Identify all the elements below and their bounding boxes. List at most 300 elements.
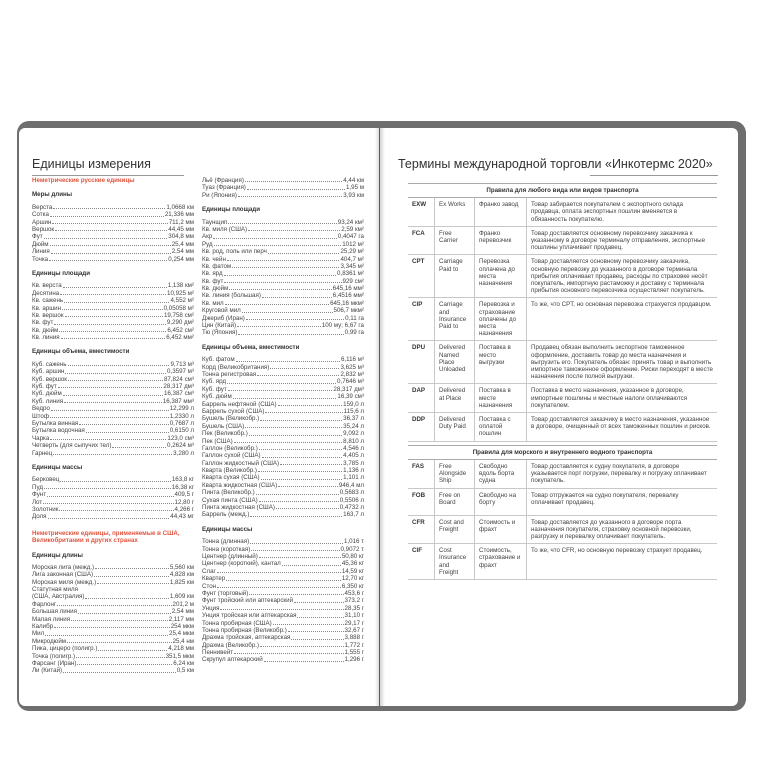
dot-leader <box>250 546 340 553</box>
dot-leader <box>290 634 344 641</box>
unit-name: Пинта (Великобр.) <box>202 489 255 497</box>
dot-leader <box>48 256 168 263</box>
unit-value: 2,832 м³ <box>340 371 364 379</box>
dot-leader <box>267 248 341 255</box>
unit-name: Кв. аршин <box>32 304 62 312</box>
term-description: Товар доставляется основному перевозчику заказчика к указанному в договоре терминалу отправления, экспортные пошлины уплачивает продавец. <box>526 227 717 255</box>
term-name: Delivered Duty Paid <box>434 413 474 441</box>
unit-name: Кварта сухая (США) <box>202 474 260 482</box>
unit-name: Дюйм <box>32 240 49 248</box>
unit-name: Малая линия <box>32 615 71 623</box>
unit-row <box>32 660 194 667</box>
unit-value: 8,810 л <box>343 437 364 445</box>
unit-value: 12,80 г <box>174 498 194 506</box>
unit-value: 0,8361 м² <box>337 270 364 278</box>
unit-value: 6,350 кг <box>341 582 364 590</box>
unit-row <box>32 564 194 571</box>
dot-leader <box>244 177 343 184</box>
unit-name: Фунт тройский или аптекарский <box>202 597 294 605</box>
unit-name: Чарка <box>32 434 50 442</box>
dot-leader <box>93 571 170 578</box>
unit-value: 12,70 кг <box>341 575 364 583</box>
term-description: Товар забирается покупателем с экспортного склада продавца, оплата экспортных пошлин вменяется в обязанность покупателю. <box>526 198 717 226</box>
term-name: Delivered Named Place Unloaded <box>434 341 474 383</box>
dot-leader <box>216 568 342 575</box>
dot-leader <box>49 211 165 218</box>
dot-leader <box>263 656 345 663</box>
term-name: Cost Insurance and Freight <box>434 544 474 579</box>
unit-value: 506,7 мкм² <box>333 307 364 315</box>
term-name: Free Alongside Ship <box>434 460 474 488</box>
unit-row <box>202 233 364 240</box>
unit-name: Пинта жидкостная (США) <box>202 504 275 512</box>
group-header: Правила для любого вида или видов транспорта <box>408 183 717 198</box>
unit-value: 254 мкм <box>170 623 194 631</box>
dot-leader <box>64 312 164 319</box>
term-name: Carriage and Insurance Paid to <box>434 298 474 340</box>
unit-value: 44,43 мг <box>170 513 194 521</box>
unit-value: 0,5683 л <box>339 489 364 497</box>
unit-row <box>32 334 194 341</box>
term-name: Delivered at Place <box>434 384 474 412</box>
unit-value: 1012 м² <box>342 240 364 248</box>
unit-value: 25,29 м² <box>340 248 364 256</box>
unit-name: Руд <box>202 240 213 248</box>
term-description: Товар доставляется до указанного в договоре порта назначения покупателя, страховку основной перевозки, разгрузку и перевалку оплачивает покупатель. <box>526 516 717 544</box>
unit-value: 1,95 м <box>345 184 364 192</box>
unit-name: Калибр <box>32 623 54 631</box>
book-gutter <box>375 128 385 706</box>
section-heading: Неметрические единицы, применяемые в США, Великобритании и других странах <box>32 529 180 545</box>
term-name: Free Carrier <box>434 227 474 255</box>
unit-name: Вершок <box>32 225 55 233</box>
dot-leader <box>259 415 343 422</box>
unit-value: 36,37 л <box>343 415 364 423</box>
unit-name: Кв. миля (США) <box>202 225 248 233</box>
unit-value: 453,6 г <box>344 589 364 597</box>
unit-row <box>32 405 194 412</box>
dot-leader <box>227 219 337 226</box>
unit-name: Кв. фут <box>32 319 54 327</box>
unit-row <box>202 177 364 184</box>
unit-name: Слаг <box>202 567 216 575</box>
unit-row <box>32 623 194 630</box>
dot-leader <box>247 226 341 233</box>
unit-value: 12,299 л <box>169 405 194 413</box>
unit-name: Галлон жидкостный (США) <box>202 459 280 467</box>
unit-row <box>202 322 364 329</box>
term-translation: Свободно на борту <box>474 489 526 515</box>
unit-row <box>202 401 364 408</box>
unit-row <box>32 653 194 660</box>
unit-name: Джериб (Иран) <box>202 314 245 322</box>
unit-row <box>32 305 194 312</box>
unit-row <box>202 460 364 467</box>
unit-value: 29,17 г <box>344 619 364 627</box>
unit-name: Фарсанг (Иран) <box>32 660 77 667</box>
unit-name: Фунт (торговый) <box>202 589 249 597</box>
dot-leader <box>249 538 344 545</box>
unit-row <box>202 538 364 545</box>
unit-value: 25,4 нм <box>172 637 194 645</box>
unit-name: Скрупул аптекарский <box>202 656 263 664</box>
unit-name: Тонна пробирная (Великобр.) <box>202 626 287 634</box>
unit-name: Штоф <box>32 412 49 420</box>
term-translation: Перевозка оплачена до места назначения <box>474 255 526 297</box>
unit-value: 0,9072 т <box>340 545 364 553</box>
unit-name: Кварта жидкостная (США) <box>202 481 278 489</box>
dot-leader <box>272 620 345 627</box>
table-row <box>408 384 717 413</box>
term-code: CFR <box>412 518 425 526</box>
incoterms-table <box>408 180 717 580</box>
table-row <box>408 198 717 227</box>
dot-leader <box>52 450 173 457</box>
unit-name: Куб. аршин <box>32 368 65 376</box>
unit-name: Бушель (США) <box>202 422 245 430</box>
unit-value: 25,4 мм <box>171 240 194 248</box>
unit-name: Пек (Великобр.) <box>202 430 248 438</box>
dot-leader <box>57 383 164 390</box>
unit-row <box>202 192 364 199</box>
unit-value: 3,625 м³ <box>340 363 364 371</box>
term-description: Продавец обязан выполнить экспортное таможенное оформление, доставить товар до места назначения и выгрузить его. Покупатель обязан: принять товар и выполнить импортное таможенное оформление. Риски переходят в месте назначения после полной выгрузки. <box>526 341 717 383</box>
term-code: FCA <box>412 229 425 237</box>
dot-leader <box>111 442 167 449</box>
unit-value: 25,4 мкм <box>169 630 194 638</box>
unit-row <box>202 553 364 560</box>
unit-name: Статутная миля <box>32 586 78 594</box>
unit-name: Драхма тройская, аптекарская <box>202 634 291 642</box>
unit-name: Большая линия <box>32 608 77 616</box>
dot-leader <box>54 226 168 233</box>
term-description: То же, что CPT, но основная перевозка страхуется продавцом. <box>526 298 717 340</box>
unit-value: 2,54 мм <box>171 608 194 616</box>
unit-row <box>32 233 194 240</box>
dot-leader <box>51 219 168 226</box>
unit-row <box>32 297 194 304</box>
unit-value: 645,16 мкм² <box>330 299 364 307</box>
unit-row <box>202 489 364 496</box>
unit-value: 3,888 г <box>344 634 364 642</box>
unit-name: Куб. фут <box>32 383 57 391</box>
unit-row <box>32 608 194 615</box>
unit-row <box>202 605 364 612</box>
unit-row <box>202 438 364 445</box>
unit-value: 409,5 г <box>174 491 194 499</box>
term-name: Free on Board <box>434 489 474 515</box>
unit-row <box>32 491 194 498</box>
unit-value: 1,2330 л <box>169 412 194 420</box>
unit-name: Фарлонг <box>32 600 57 608</box>
unit-value: 45,36 кг <box>341 560 364 568</box>
unit-row <box>32 241 194 248</box>
dot-leader <box>62 667 177 674</box>
unit-row <box>202 467 364 474</box>
unit-name: Баррель сухой (США) <box>202 407 265 415</box>
unit-row <box>32 390 194 397</box>
unit-name: Кв. сажень <box>32 297 64 305</box>
unit-value: 1,136 л <box>343 467 364 475</box>
subsection-title: Единицы объема, вместимости <box>202 343 300 351</box>
unit-name: Кв. фатом <box>202 262 232 270</box>
term-translation: Поставка с оплатой пошлин <box>474 413 526 441</box>
unit-row <box>202 620 364 627</box>
unit-value: 159,0 л <box>343 400 364 408</box>
table-row <box>408 544 717 580</box>
table-row <box>408 255 717 298</box>
term-code: CPT <box>412 258 425 266</box>
unit-name: Унция тройская или аптекарская <box>202 612 297 620</box>
unit-value: 6,24 км <box>173 660 194 667</box>
unit-row <box>202 656 364 663</box>
unit-row <box>32 219 194 226</box>
unit-row <box>202 226 364 233</box>
unit-value: 9,290 дм² <box>166 319 194 327</box>
unit-name: Галлон сухой (США) <box>202 452 261 460</box>
term-code: CIP <box>412 301 423 309</box>
unit-value: 6,452 см² <box>167 326 194 334</box>
dot-leader <box>53 319 167 326</box>
unit-name: Кв. мил <box>202 299 224 307</box>
term-translation: Франко перевозчик <box>474 227 526 255</box>
unit-value: 16,387 мм³ <box>162 397 194 405</box>
unit-value: 304,8 мм <box>168 233 194 241</box>
dot-leader <box>246 184 346 191</box>
unit-name: Доля <box>32 513 47 521</box>
unit-row <box>202 285 364 292</box>
term-description: Товар доставляется заказчику в место назначения, указанное в договоре, очищенный от всех таможенных пошлин и рисков. <box>526 413 717 441</box>
unit-name: Сотка <box>32 211 49 219</box>
dot-leader <box>67 361 171 368</box>
unit-name: Таунщип <box>202 218 228 226</box>
unit-row <box>32 484 194 491</box>
dot-leader <box>235 356 341 363</box>
dot-leader <box>224 300 330 307</box>
unit-name: Пеннивейт <box>202 649 234 657</box>
unit-name: Куб. фатом <box>202 356 235 364</box>
dot-leader <box>226 256 341 263</box>
unit-name: Пек (США) <box>202 437 233 445</box>
unit-row <box>202 263 364 270</box>
unit-row <box>32 383 194 390</box>
unit-row <box>32 442 194 449</box>
unit-value: 0,2624 м³ <box>167 442 194 450</box>
unit-value: 4,828 км <box>169 571 194 579</box>
unit-row <box>202 241 364 248</box>
dot-leader <box>59 290 167 297</box>
unit-row <box>202 575 364 582</box>
unit-name: Туаз (Франция) <box>202 184 246 192</box>
term-description: Поставка в место назначения, указанное в договоре, импортные пошлины и местные налоги оплачиваются покупателем. <box>526 384 717 412</box>
unit-value: 0,6150 л <box>169 427 194 435</box>
unit-row <box>32 667 194 674</box>
unit-row <box>202 378 364 385</box>
dot-leader <box>296 612 344 619</box>
unit-row <box>32 420 194 427</box>
dot-leader <box>63 398 163 405</box>
unit-name: Тонна (длинная) <box>202 538 250 546</box>
unit-row <box>202 568 364 575</box>
unit-value: 16,387 см³ <box>163 390 194 398</box>
unit-row <box>32 282 194 289</box>
unit-name: Тонна (короткая) <box>202 545 251 553</box>
table-row <box>408 460 717 489</box>
unit-row <box>32 204 194 211</box>
unit-name: Десятина <box>32 289 60 297</box>
unit-row <box>202 482 364 489</box>
unit-row <box>32 211 194 218</box>
dot-leader <box>219 605 344 612</box>
unit-value: 115,6 л <box>343 407 364 415</box>
unit-value: 87,824 см³ <box>163 375 194 383</box>
unit-row <box>202 315 364 322</box>
dot-leader <box>58 327 167 334</box>
unit-row <box>202 597 364 604</box>
unit-row <box>202 307 364 314</box>
unit-name: Бутылка винная <box>32 420 79 427</box>
unit-value: 28,317 дм³ <box>163 383 194 391</box>
dot-leader <box>52 204 166 211</box>
unit-name: Ли (Китай) <box>32 667 63 675</box>
unit-row <box>202 248 364 255</box>
unit-row <box>32 601 194 608</box>
dot-leader <box>256 371 340 378</box>
unit-value: 645,16 мм² <box>332 285 364 293</box>
unit-row <box>32 327 194 334</box>
unit-row <box>32 593 194 600</box>
unit-row <box>32 413 194 420</box>
unit-value: 163,8 кг <box>171 476 194 484</box>
dot-leader <box>236 322 322 329</box>
unit-value: 100 му; 6,67 га <box>321 322 364 330</box>
subsection-title: Единицы площади <box>32 269 91 277</box>
dot-leader <box>279 460 343 467</box>
unit-value: 4,44 км <box>343 177 364 184</box>
subsection-title: Единицы объема, вместимости <box>32 348 130 356</box>
term-code: FAS <box>412 462 425 470</box>
unit-name: Баррель нефтяной (США) <box>202 400 277 408</box>
unit-name: Кв. линия (большая) <box>202 292 261 300</box>
unit-value: 0,4732 л <box>339 504 364 512</box>
unit-row <box>202 393 364 400</box>
unit-row <box>32 256 194 263</box>
table-row <box>408 298 717 341</box>
unit-row <box>32 290 194 297</box>
term-translation: Свободно вдоль борта судна <box>474 460 526 488</box>
term-code: DPU <box>412 344 426 352</box>
term-code: DDP <box>412 416 426 424</box>
table-row <box>408 341 717 384</box>
unit-row <box>32 361 194 368</box>
term-description: То же, что CFR, но основную перевозку страхует продавец. <box>526 544 717 579</box>
unit-name: Четверть (для сыпучих тел) <box>32 442 112 450</box>
dot-leader <box>44 630 169 637</box>
unit-name: Кв. вершок <box>32 311 64 319</box>
dot-leader <box>231 263 340 270</box>
term-description: Товар отгружается на судно покупателя, перевалку оплачивает продавец. <box>526 489 717 515</box>
unit-value: 1,016 т <box>343 538 364 546</box>
unit-value: 50,80 кг <box>341 553 364 561</box>
unit-row <box>202 386 364 393</box>
dot-leader <box>277 482 339 489</box>
unit-value: 1,296 г <box>344 656 364 664</box>
unit-row <box>202 364 364 371</box>
unit-value: 123,0 см³ <box>167 434 194 442</box>
dot-leader <box>97 645 168 652</box>
term-code: DAP <box>412 387 426 395</box>
dot-leader <box>255 489 340 496</box>
unit-name: Центнер (короткий), кантал <box>202 560 281 568</box>
unit-name: Верста <box>32 203 53 211</box>
unit-name: Точка <box>32 255 49 263</box>
dot-leader <box>226 378 337 385</box>
dot-leader <box>53 623 171 630</box>
group-header: Правила для морского и внутреннего водного транспорта <box>408 445 717 460</box>
unit-value: 4,546 л <box>343 444 364 452</box>
unit-value: 9,713 м³ <box>170 360 194 368</box>
unit-row <box>32 376 194 383</box>
unit-value: 5,560 км <box>169 563 194 571</box>
unit-name: Круговой мил <box>202 307 241 315</box>
unit-value: 929 см² <box>342 277 364 285</box>
term-translation: Франко завод <box>474 198 526 226</box>
unit-name: Пика, цицеро (полигр.) <box>32 645 98 653</box>
dot-leader <box>258 445 343 452</box>
dot-leader <box>223 270 337 277</box>
unit-name: Кв. дюйм <box>202 285 229 293</box>
dot-leader <box>261 292 333 299</box>
unit-value: 0,5506 л <box>339 496 364 504</box>
dot-leader <box>50 248 172 255</box>
dot-leader <box>75 653 165 660</box>
dot-leader <box>258 497 340 504</box>
dot-leader <box>67 376 164 383</box>
unit-row <box>32 368 194 375</box>
dot-leader <box>78 420 169 427</box>
dot-leader <box>84 593 169 600</box>
dot-leader <box>58 506 174 513</box>
unit-row <box>202 300 364 307</box>
unit-name: Баррель (межд.) <box>202 511 250 519</box>
subsection-title: Единицы длины <box>32 551 83 559</box>
unit-row <box>32 312 194 319</box>
title-rule <box>32 175 184 176</box>
dot-leader <box>49 413 170 420</box>
dot-leader <box>94 564 170 571</box>
unit-name: Морская миля (межд.) <box>32 578 97 586</box>
right-page <box>380 128 738 706</box>
table-row <box>408 227 717 256</box>
unit-row <box>32 579 194 586</box>
dot-leader <box>233 438 343 445</box>
unit-name: Пуд <box>32 483 43 491</box>
units-column-2 <box>202 177 364 664</box>
unit-value: 1,609 км <box>169 593 194 601</box>
subsection-title: Меры длины <box>32 191 73 199</box>
dot-leader <box>233 649 344 656</box>
unit-name: Куб. линия <box>32 397 64 405</box>
unit-row <box>202 329 364 336</box>
unit-name: (США, Австралия) <box>32 593 85 601</box>
dot-leader <box>260 474 344 481</box>
unit-row <box>202 423 364 430</box>
unit-value: 0,99 га <box>344 329 364 337</box>
page-title: Термины международной торговли «Инкотермс 2020» <box>398 157 713 171</box>
unit-name: Стон <box>202 582 217 590</box>
unit-name: Берковец <box>32 476 60 484</box>
unit-row <box>202 445 364 452</box>
